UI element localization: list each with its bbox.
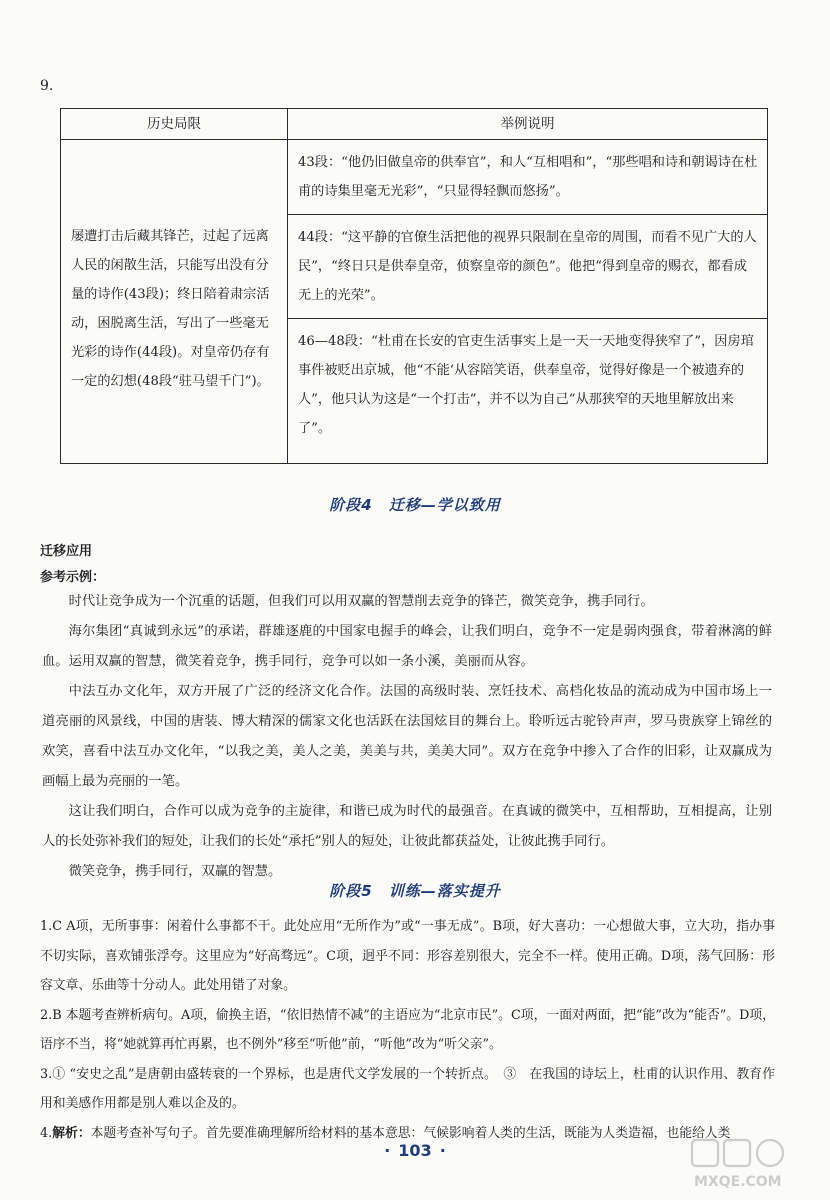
transfer-label: 迁移应用 [40,544,93,559]
answer-number: 3.① [40,1066,66,1082]
answer-list [40,912,775,1148]
watermark-logo [688,1136,818,1192]
sample-label: 参考示例： [40,570,106,585]
svg-text:MXQE.COM: MXQE.COM [694,1174,782,1190]
sample-essay [42,587,772,887]
example-cell-44: 44段：“这平静的官僚生活把他的视界只限制在皇帝的周围，而看不见广大的人民”，“终日只是供奉皇帝，侦察皇帝的颜色”。他把“得到皇帝的赐衣，都看成无上的光荣”。 [288,215,768,319]
analysis-label: 解析： [52,1125,91,1141]
essay-paragraph: 中法互办文化年，双方开展了广泛的经济文化合作。法国的高级时装、烹饪技术、高档化妆品的流动成为中国市场上一道亮丽的风景线，中国的唐装、博大精深的儒家文化也活跃在法国炫目的舞台上。聆听远古驼铃声声，罗马贵族穿上锦丝的欢笑，喜看中法互办文化年，“以我之美，美人之美，美美与共，美美大同”。双方在竞争中掺入了合作的旧彩，让双赢成为画幅上最为亮丽的一笔。 [42,684,772,789]
answer-text: 本题考查辨析病句。A项，偷换主语，“依旧热情不减”的主语应为“北京市民”。C项，一面对两面，把“能”改为“能否”。D项，语序不当，将“她就算再忙再累，也不例外”移至“听他”前，“听他”改为“听父亲”。 [40,1007,775,1052]
answer-number: 2.B [40,1007,62,1023]
stage-4-heading: 阶段4 迁移—学以致用 [329,496,501,514]
example-cell-46-48: 46—48段：“杜甫在长安的官吏生活事实上是一天一天地变得狭窄了”，因房琯事件被贬出京城，他“不能‘从容陪笑语，供奉皇帝，觉得好像是一个被遗弃的人”，他只认为这是“一个打击”，并不以为自己“从那狭窄的天地里解放出来了”。 [288,319,768,464]
answer-text: 本题考查补写句子。首先要准确理解所给材料的基本意思：气候影响着人类的生活，既能为人类造福，也能给人类 [90,1125,731,1141]
answer-item [40,1001,775,1060]
history-limitation-table [60,108,768,464]
stage-5-heading: 阶段5 训练—落实提升 [329,882,501,900]
answer-text: “安史之乱”是唐朝由盛转衰的一个界标，也是唐代文学发展的一个转折点。 ③ 在我国的诗坛上，杜甫的认识作用、教育作用和美感作用都是别人难以企及的。 [40,1066,775,1111]
answer-text: A项，无所事事：闲着什么事都不干。此处应用“无所作为”或“一事无成”。B项，好大喜功：一心想做大事，立大功，指办事不切实际，喜欢铺张浮夸。这里应为“好高骛远”。C项，迥乎不同：形容差别很大，完全不一样。使用正确。D项，荡气回肠：形容文章、乐曲等十分动人。此处用错了对象。 [40,919,775,993]
page-number-dot: · [439,1141,446,1160]
answer-item [40,912,775,1001]
essay-paragraph: 海尔集团“真诚到永远”的承诺，群雄逐鹿的中国家电握手的峰会，让我们明白，竞争不一定是弱肉强食，带着淋漓的鲜血。运用双赢的智慧，微笑着竞争，携手同行，竞争可以如一条小溪，美丽而从容。 [42,624,772,669]
table-header-limitation: 历史局限 [61,109,288,140]
page-number-value: 103 [398,1141,432,1160]
example-cell-43: 43段：“他仍旧做皇帝的供奉官”，和人“互相唱和”，“那些唱和诗和朝谒诗在杜甫的诗集里毫无光彩”，“只显得轻飘而悠扬”。 [288,140,768,215]
answer-number: 1.C [40,919,63,934]
table-header-example: 举例说明 [288,109,768,140]
page-number-dot: · [384,1141,391,1160]
limitation-cell: 屡遭打击后藏其锋芒，过起了远离人民的闲散生活，只能写出没有分量的诗作(43段)；终日陪着肃宗活动，困脱离生活，写出了一些毫无光彩的诗作(44段)。对皇帝仍存有一定的幻想(48段“驻马望千门”)。 [61,140,288,464]
question-number: 9. [40,78,54,94]
answer-item [40,1060,775,1119]
essay-paragraph: 微笑竞争，携手同行，双赢的智慧。 [68,864,282,879]
essay-paragraph: 时代让竞争成为一个沉重的话题，但我们可以用双赢的智慧削去竞争的锋芒，微笑竞争，携手同行。 [68,594,654,609]
essay-paragraph: 这让我们明白，合作可以成为竞争的主旋律，和谐已成为时代的最强音。在真诚的微笑中，互相帮助，互相提高，让别人的长处弥补我们的短处，让我们的长处“承托”别人的短处，让彼此都获益处，让彼此携手同行。 [42,804,772,849]
answer-number: 4. [40,1125,53,1141]
